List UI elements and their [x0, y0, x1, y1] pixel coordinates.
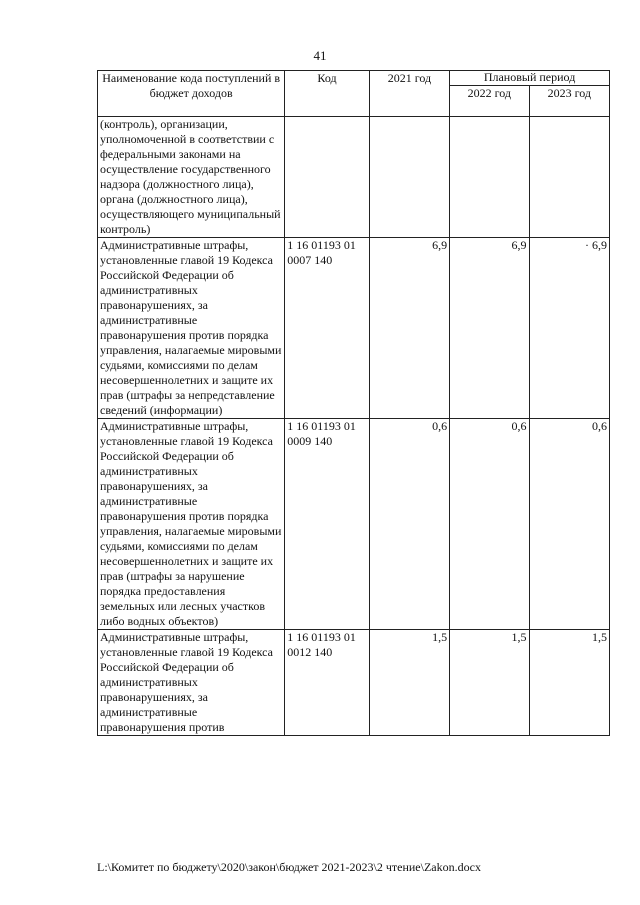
row-value-2021: 0,6 — [369, 419, 449, 630]
footer-file-path: L:\Комитет по бюджету\2020\закон\бюджет 2021-2023\2 чтение\Zakon.docx — [97, 860, 481, 874]
row-name: (контроль), организации, уполномоченной в соответствии с федеральными законами на осуществление государственного надзора (должностного лица), органа (должностного лица), осуществляющего муниципальный контроль) — [98, 117, 285, 238]
header-year-2021: 2021 год — [369, 71, 449, 117]
row-value-2022: 6,9 — [450, 238, 529, 419]
row-name: Административные штрафы, установленные главой 19 Кодекса Российской Федерации об административных правонарушениях, за административные правонарушения против порядка управления, налагаемые мировыми судьями, комиссиями по делам несовершеннолетних и защите их прав (штрафы за непредставление сведений (информации) — [98, 238, 285, 419]
row-value-2021: 6,9 — [369, 238, 449, 419]
row-value-2023: 1,5 — [529, 630, 609, 736]
header-year-2022: 2022 год — [450, 86, 529, 117]
page-number: 41 — [313, 48, 327, 63]
table-row — [98, 419, 610, 630]
row-name: Административные штрафы, установленные главой 19 Кодекса Российской Федерации об административных правонарушениях, за административные правонарушения против порядка управления, налагаемые мировыми судьями, комиссиями по делам несовершеннолетних и защите их прав (штрафы за нарушение порядка предоставления земельных или лесных участков либо водных объектов) — [98, 419, 285, 630]
row-value-2021: 1,5 — [369, 630, 449, 736]
row-value-2021 — [369, 117, 449, 238]
header-year-2023: 2023 год — [529, 86, 609, 117]
table-row — [98, 117, 610, 238]
table-row — [98, 630, 610, 736]
row-code: 1 16 01193 01 0009 140 — [285, 419, 369, 630]
header-code: Код — [285, 71, 369, 117]
row-value-2022 — [450, 117, 529, 238]
row-name: Административные штрафы, установленные главой 19 Кодекса Российской Федерации об административных правонарушениях, за административные правонарушения против — [98, 630, 285, 736]
row-value-2023: 0,6 — [529, 419, 609, 630]
row-value-2022: 0,6 — [450, 419, 529, 630]
row-code — [285, 117, 369, 238]
row-code: 1 16 01193 01 0012 140 — [285, 630, 369, 736]
table-row — [98, 238, 610, 419]
header-planned-period: Плановый период — [450, 71, 610, 86]
row-value-2023: · 6,9 — [529, 238, 609, 419]
budget-revenue-table — [97, 70, 610, 736]
row-value-2022: 1,5 — [450, 630, 529, 736]
header-name: Наименование кода поступлений в бюджет доходов — [98, 71, 285, 117]
row-value-2023 — [529, 117, 609, 238]
row-code: 1 16 01193 01 0007 140 — [285, 238, 369, 419]
